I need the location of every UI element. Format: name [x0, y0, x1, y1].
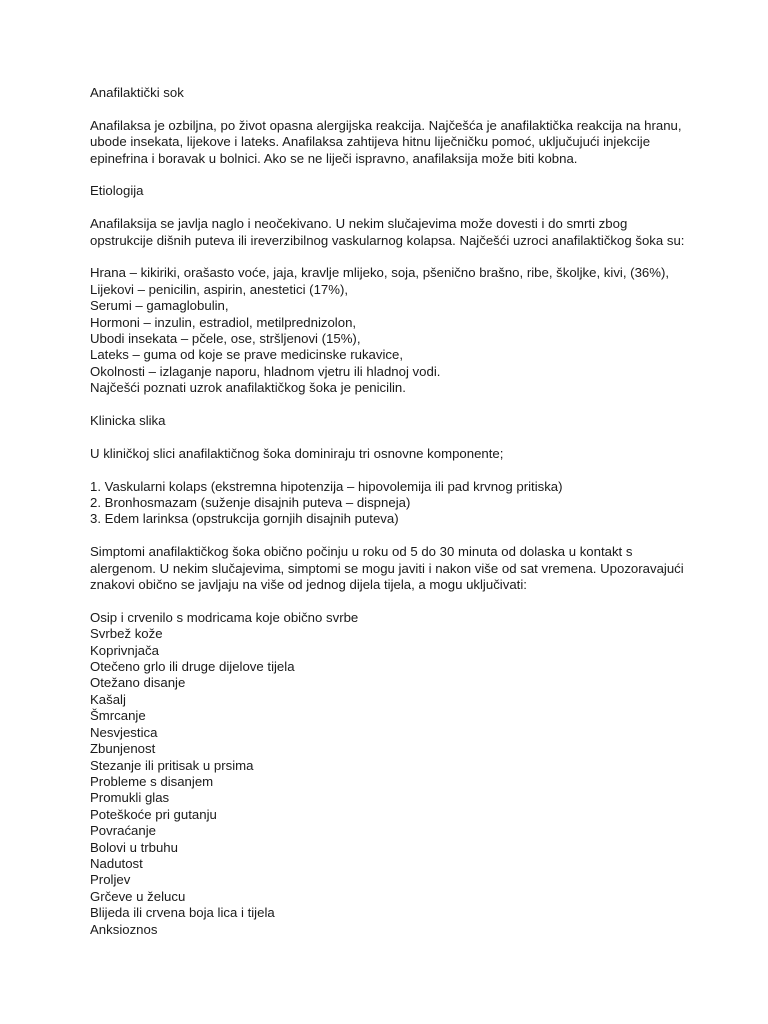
symptoms-paragraph — [90, 544, 690, 593]
symptom-item: Nadutost — [90, 855, 143, 871]
symptoms-line: alergenom. U nekim slučajevima, simptomi se mogu javiti i nakon više od sat vremena. Upozoravajući — [90, 560, 684, 576]
spacer — [90, 462, 690, 478]
symptom-item: Koprivnjača — [90, 642, 159, 658]
title-line: Anafilaktički sok — [90, 85, 184, 100]
intro-paragraph — [90, 118, 690, 167]
intro-line: Anafilaksa je ozbiljna, po život opasna alergijska reakcija. Najčešća je anafilaktička reakcija na hranu, — [90, 117, 682, 133]
component-item: 1. Vaskularni kolaps (ekstremna hipotenzija – hipovolemija ili pad krvnog pritiska) — [90, 478, 563, 494]
spacer — [90, 101, 690, 117]
symptom-item: Povraćanje — [90, 823, 156, 839]
clinical-heading — [90, 413, 690, 429]
cause-item: Okolnosti – izlaganje naporu, hladnom vjetru ili hladnoj vodi. — [90, 363, 441, 379]
heading-line: Klinicka slika — [90, 413, 166, 429]
cause-item: Lateks – guma od koje se prave medicinske rukavice, — [90, 347, 403, 363]
cause-item: Ubodi insekata – pčele, ose, stršljenovi (15%), — [90, 331, 361, 347]
clinical-intro — [90, 446, 690, 462]
symptom-item: Zbunjenost — [90, 741, 156, 757]
cause-item: Lijekovi – penicilin, aspirin, anestetici (17%), — [90, 281, 349, 297]
symptom-item: Kašalj — [90, 691, 126, 707]
symptom-item: Svrbež kože — [90, 626, 163, 642]
symptom-item: Blijeda ili crvena boja lica i tijela — [90, 905, 275, 921]
spacer — [90, 429, 690, 445]
symptom-item: Probleme s disanjem — [90, 773, 214, 789]
etiology-paragraph — [90, 216, 690, 249]
cause-item: Najčešći poznati uzrok anafilaktičkog šoka je penicilin. — [90, 380, 406, 396]
intro-line: epinefrina i boravak u bolnici. Ako se ne liječi ispravno, anafilaksija može biti kobna. — [90, 150, 578, 166]
symptom-item: Otežano disanje — [90, 675, 186, 691]
heading-line: Etiologija — [90, 183, 144, 199]
symptom-item: Osip i crvenilo s modricama koje obično svrbe — [90, 609, 359, 625]
symptom-item: Otečeno grlo ili druge dijelove tijela — [90, 659, 295, 675]
symptoms-line: Simptomi anafilaktičkog šoka obično počinju u roku od 5 do 30 minuta od dolaska u kontakt s — [90, 544, 633, 560]
symptom-item: Poteškoće pri gutanju — [90, 806, 217, 822]
symptom-item: Bolovi u trbuhu — [90, 839, 178, 855]
symptom-item: Šmrcanje — [90, 708, 146, 724]
etiology-line: Anafilaksija se javlja naglo i neočekivano. U nekim slučajevima može dovesti i do smrti zbog — [90, 216, 628, 232]
clinical-intro-line: U kliničkoj slici anafilaktičnog šoka dominiraju tri osnovne komponente; — [90, 445, 504, 461]
symptom-item: Nesvjestica — [90, 724, 158, 740]
causes-list — [90, 265, 690, 396]
symptom-item: Anksioznos — [90, 921, 158, 937]
symptom-item: Promukli glas — [90, 790, 170, 806]
cause-item: Serumi – gamaglobulin, — [90, 298, 229, 314]
spacer — [90, 249, 690, 265]
cause-item: Hormoni – inzulin, estradiol, metilprednizolon, — [90, 314, 357, 330]
symptoms-line: znakovi obično se javljaju na više od jednog dijela tijela, a mogu uključivati: — [90, 577, 527, 593]
spacer — [90, 397, 690, 413]
component-item: 3. Edem larinksa (opstrukcija gornjih disajnih puteva) — [90, 511, 399, 527]
document-title — [90, 85, 690, 101]
spacer — [90, 593, 690, 609]
spacer — [90, 167, 690, 183]
symptom-item: Proljev — [90, 872, 131, 888]
symptom-item: Grčeve u želucu — [90, 888, 186, 904]
intro-line: ubode insekata, lijekove i lateks. Anafilaksa zahtijeva hitnu liječničku pomoć, uključujući injekcije — [90, 134, 651, 150]
components-list — [90, 479, 690, 528]
etiology-heading — [90, 183, 690, 199]
etiology-line: opstrukcije dišnih puteva ili ireverzibilnog vaskularnog kolapsa. Najčešći uzroci anafilaktičkog šoka su: — [90, 232, 685, 248]
symptom-item: Stezanje ili pritisak u prsima — [90, 757, 254, 773]
spacer — [90, 528, 690, 544]
cause-item: Hrana – kikiriki, orašasto voće, jaja, kravlje mlijeko, soja, pšenično brašno, ribe, školjke, kivi, (36%), — [90, 265, 670, 281]
document-page — [90, 85, 690, 938]
component-item: 2. Bronhosmazam (suženje disajnih puteva – dispneja) — [90, 495, 411, 511]
symptoms-list — [90, 610, 690, 938]
spacer — [90, 200, 690, 216]
